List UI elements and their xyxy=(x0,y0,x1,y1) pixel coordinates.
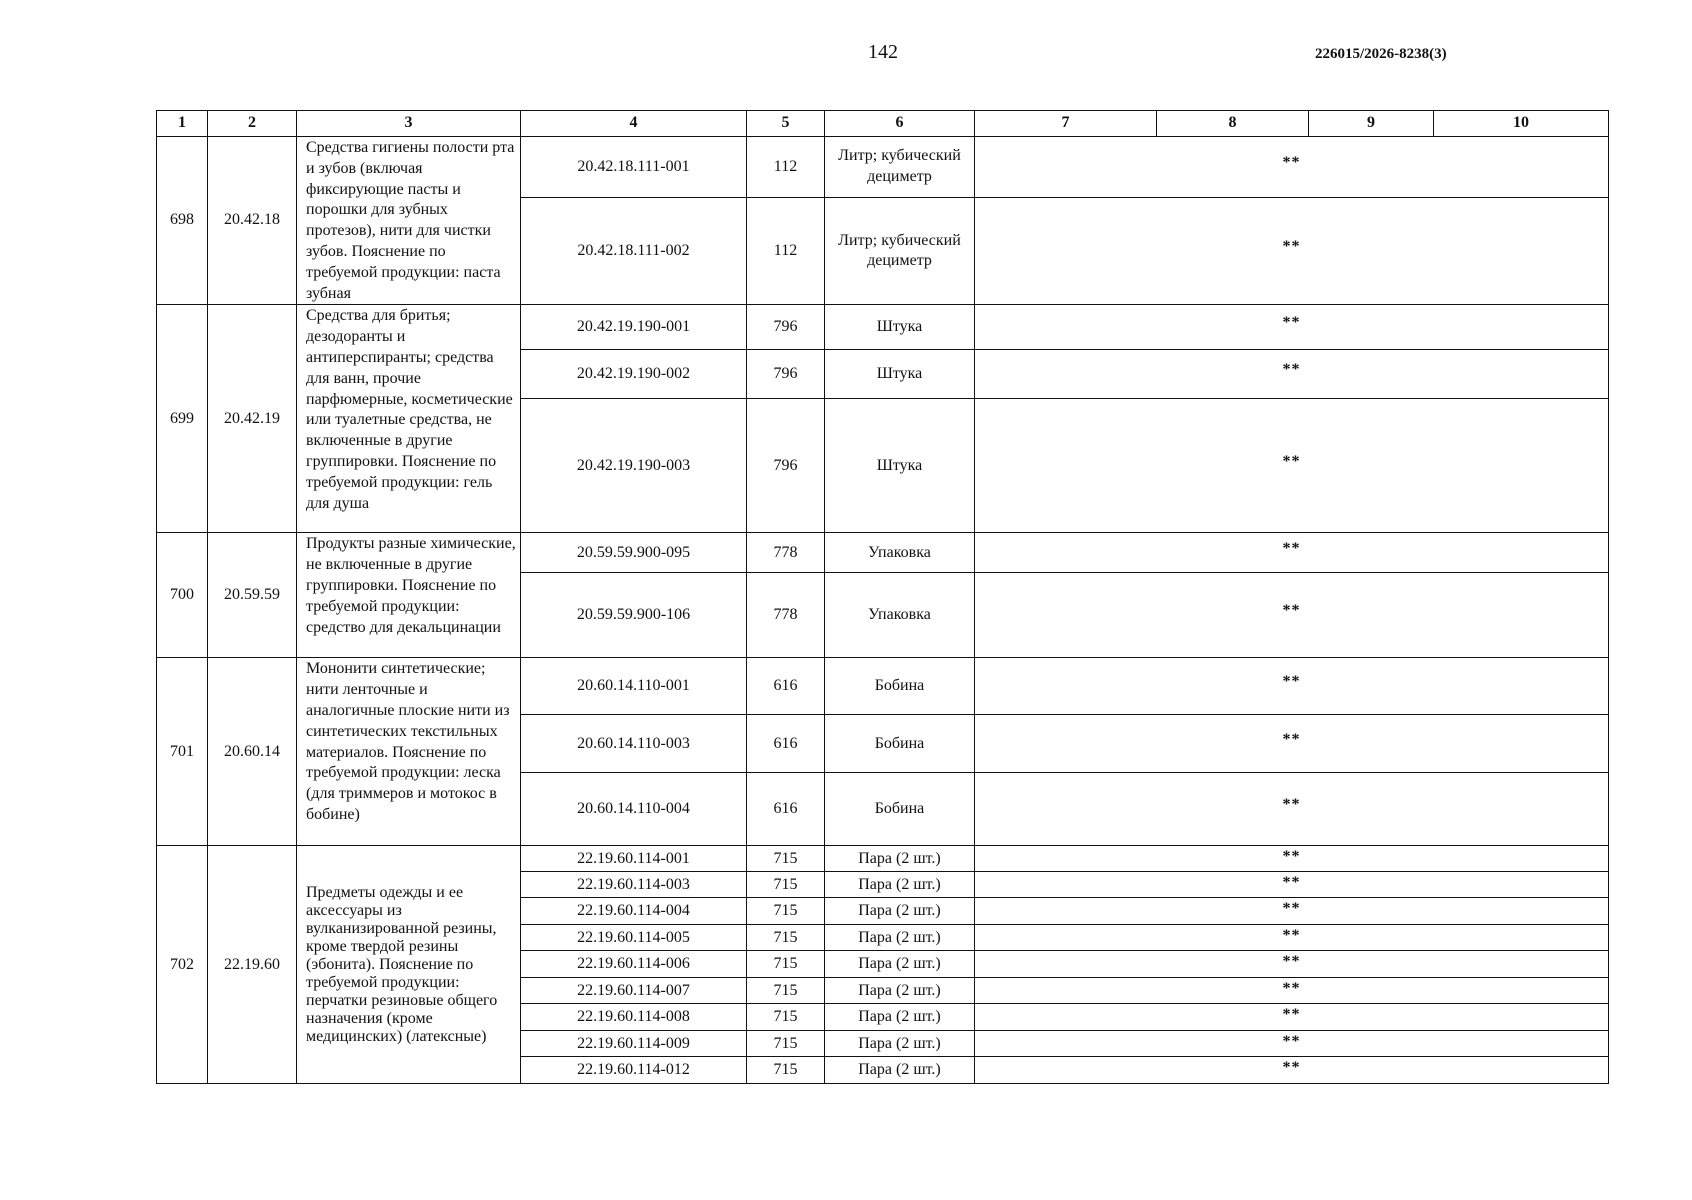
okei-code: 112 xyxy=(747,198,825,305)
value-mark: ** xyxy=(975,1031,1609,1057)
ktru-code: 22.19.60.114-005 xyxy=(521,925,747,951)
unit-name: Литр; кубический дециметр xyxy=(825,198,975,305)
column-header-10: 10 xyxy=(1434,111,1609,137)
value-mark: ** xyxy=(975,846,1609,872)
column-header-8: 8 xyxy=(1157,111,1309,137)
unit-name: Пара (2 шт.) xyxy=(825,1004,975,1031)
value-mark: ** xyxy=(975,773,1609,846)
ktru-code: 20.59.59.900-095 xyxy=(521,533,747,573)
ktru-code: 22.19.60.114-003 xyxy=(521,872,747,898)
okei-code: 715 xyxy=(747,925,825,951)
value-mark: ** xyxy=(975,715,1609,773)
ktru-code: 20.60.14.110-004 xyxy=(521,773,747,846)
table-row xyxy=(157,846,1609,872)
page-number: 142 xyxy=(868,41,898,63)
value-mark: ** xyxy=(975,1004,1609,1031)
okei-code: 715 xyxy=(747,872,825,898)
row-number: 701 xyxy=(157,658,208,846)
table-row xyxy=(157,533,1609,573)
value-mark: ** xyxy=(975,978,1609,1004)
value-mark: ** xyxy=(975,898,1609,925)
okei-code: 616 xyxy=(747,715,825,773)
unit-name: Упаковка xyxy=(825,573,975,658)
ktru-code: 20.42.19.190-003 xyxy=(521,399,747,533)
value-mark: ** xyxy=(975,925,1609,951)
unit-name: Пара (2 шт.) xyxy=(825,1031,975,1057)
unit-name: Бобина xyxy=(825,715,975,773)
column-header-row xyxy=(157,111,1609,137)
unit-name: Пара (2 шт.) xyxy=(825,1057,975,1084)
ktru-code: 20.59.59.900-106 xyxy=(521,573,747,658)
column-header-2: 2 xyxy=(208,111,297,137)
ktru-code: 22.19.60.114-007 xyxy=(521,978,747,1004)
okei-code: 112 xyxy=(747,137,825,198)
ktru-code: 22.19.60.114-008 xyxy=(521,1004,747,1031)
value-mark: ** xyxy=(975,872,1609,898)
unit-name: Пара (2 шт.) xyxy=(825,925,975,951)
okei-code: 616 xyxy=(747,773,825,846)
value-mark: ** xyxy=(975,350,1609,399)
unit-name: Штука xyxy=(825,399,975,533)
ktru-code: 22.19.60.114-006 xyxy=(521,951,747,978)
ktru-code: 22.19.60.114-004 xyxy=(521,898,747,925)
column-header-6: 6 xyxy=(825,111,975,137)
unit-name: Бобина xyxy=(825,773,975,846)
unit-name: Штука xyxy=(825,305,975,350)
value-mark: ** xyxy=(975,198,1609,305)
okei-code: 715 xyxy=(747,1004,825,1031)
okei-code: 715 xyxy=(747,898,825,925)
okei-code: 715 xyxy=(747,1031,825,1057)
okpd-code: 20.42.19 xyxy=(208,305,297,533)
ktru-code: 20.42.19.190-002 xyxy=(521,350,747,399)
unit-name: Пара (2 шт.) xyxy=(825,872,975,898)
okei-code: 715 xyxy=(747,846,825,872)
product-description: Средства для бритья; дезодоранты и антиперспиранты; средства для ванн, прочие парфюмерные, косметические или туалетные средства, не включенные в другие группировки. Пояснение по требуемой продукции: гель для душа xyxy=(297,305,521,533)
value-mark: ** xyxy=(975,951,1609,978)
unit-name: Пара (2 шт.) xyxy=(825,898,975,925)
procurement-table xyxy=(156,110,1609,1084)
okei-code: 616 xyxy=(747,658,825,715)
okei-code: 778 xyxy=(747,533,825,573)
ktru-code: 20.42.18.111-001 xyxy=(521,137,747,198)
okei-code: 715 xyxy=(747,951,825,978)
column-header-9: 9 xyxy=(1309,111,1434,137)
value-mark: ** xyxy=(975,137,1609,198)
ktru-code: 20.60.14.110-003 xyxy=(521,715,747,773)
ktru-code: 22.19.60.114-012 xyxy=(521,1057,747,1084)
unit-name: Пара (2 шт.) xyxy=(825,978,975,1004)
column-header-3: 3 xyxy=(297,111,521,137)
value-mark: ** xyxy=(975,1057,1609,1084)
ktru-code: 22.19.60.114-001 xyxy=(521,846,747,872)
okei-code: 796 xyxy=(747,305,825,350)
row-number: 700 xyxy=(157,533,208,658)
value-mark: ** xyxy=(975,533,1609,573)
okpd-code: 20.60.14 xyxy=(208,658,297,846)
row-number: 702 xyxy=(157,846,208,1084)
unit-name: Упаковка xyxy=(825,533,975,573)
value-mark: ** xyxy=(975,658,1609,715)
table-row xyxy=(157,658,1609,715)
okpd-code: 20.59.59 xyxy=(208,533,297,658)
ktru-code: 20.42.19.190-001 xyxy=(521,305,747,350)
table-row xyxy=(157,305,1609,350)
product-description: Мононити синтетические; нити ленточные и аналогичные плоские нити из синтетических текстильных материалов. Пояснение по требуемой продукции: леска (для триммеров и мотокос в бобине) xyxy=(297,658,521,846)
unit-name: Пара (2 шт.) xyxy=(825,846,975,872)
value-mark: ** xyxy=(975,573,1609,658)
row-number: 699 xyxy=(157,305,208,533)
row-number: 698 xyxy=(157,137,208,305)
okei-code: 796 xyxy=(747,350,825,399)
value-mark: ** xyxy=(975,399,1609,533)
okei-code: 715 xyxy=(747,978,825,1004)
unit-name: Литр; кубический дециметр xyxy=(825,137,975,198)
okpd-code: 22.19.60 xyxy=(208,846,297,1084)
column-header-5: 5 xyxy=(747,111,825,137)
unit-name: Пара (2 шт.) xyxy=(825,951,975,978)
ktru-code: 20.60.14.110-001 xyxy=(521,658,747,715)
unit-name: Штука xyxy=(825,350,975,399)
okei-code: 796 xyxy=(747,399,825,533)
product-description: Предметы одежды и ее аксессуары из вулканизированной резины, кроме твердой резины (эбонита). Пояснение по требуемой продукции: перчатки резиновые общего назначения (кроме медицинских) (латексные) xyxy=(297,846,521,1084)
column-header-1: 1 xyxy=(157,111,208,137)
column-header-4: 4 xyxy=(521,111,747,137)
okei-code: 715 xyxy=(747,1057,825,1084)
product-description: Продукты разные химические, не включенные в другие группировки. Пояснение по требуемой продукции: средство для декальцинации xyxy=(297,533,521,658)
table-row xyxy=(157,137,1609,198)
ktru-code: 20.42.18.111-002 xyxy=(521,198,747,305)
okei-code: 778 xyxy=(747,573,825,658)
document-id: 226015/2026-8238(3) xyxy=(1315,46,1447,62)
ktru-code: 22.19.60.114-009 xyxy=(521,1031,747,1057)
value-mark: ** xyxy=(975,305,1609,350)
product-description: Средства гигиены полости рта и зубов (включая фиксирующие пасты и порошки для зубных протезов), нити для чистки зубов. Пояснение по требуемой продукции: паста зубная xyxy=(297,137,521,305)
okpd-code: 20.42.18 xyxy=(208,137,297,305)
column-header-7: 7 xyxy=(975,111,1157,137)
unit-name: Бобина xyxy=(825,658,975,715)
